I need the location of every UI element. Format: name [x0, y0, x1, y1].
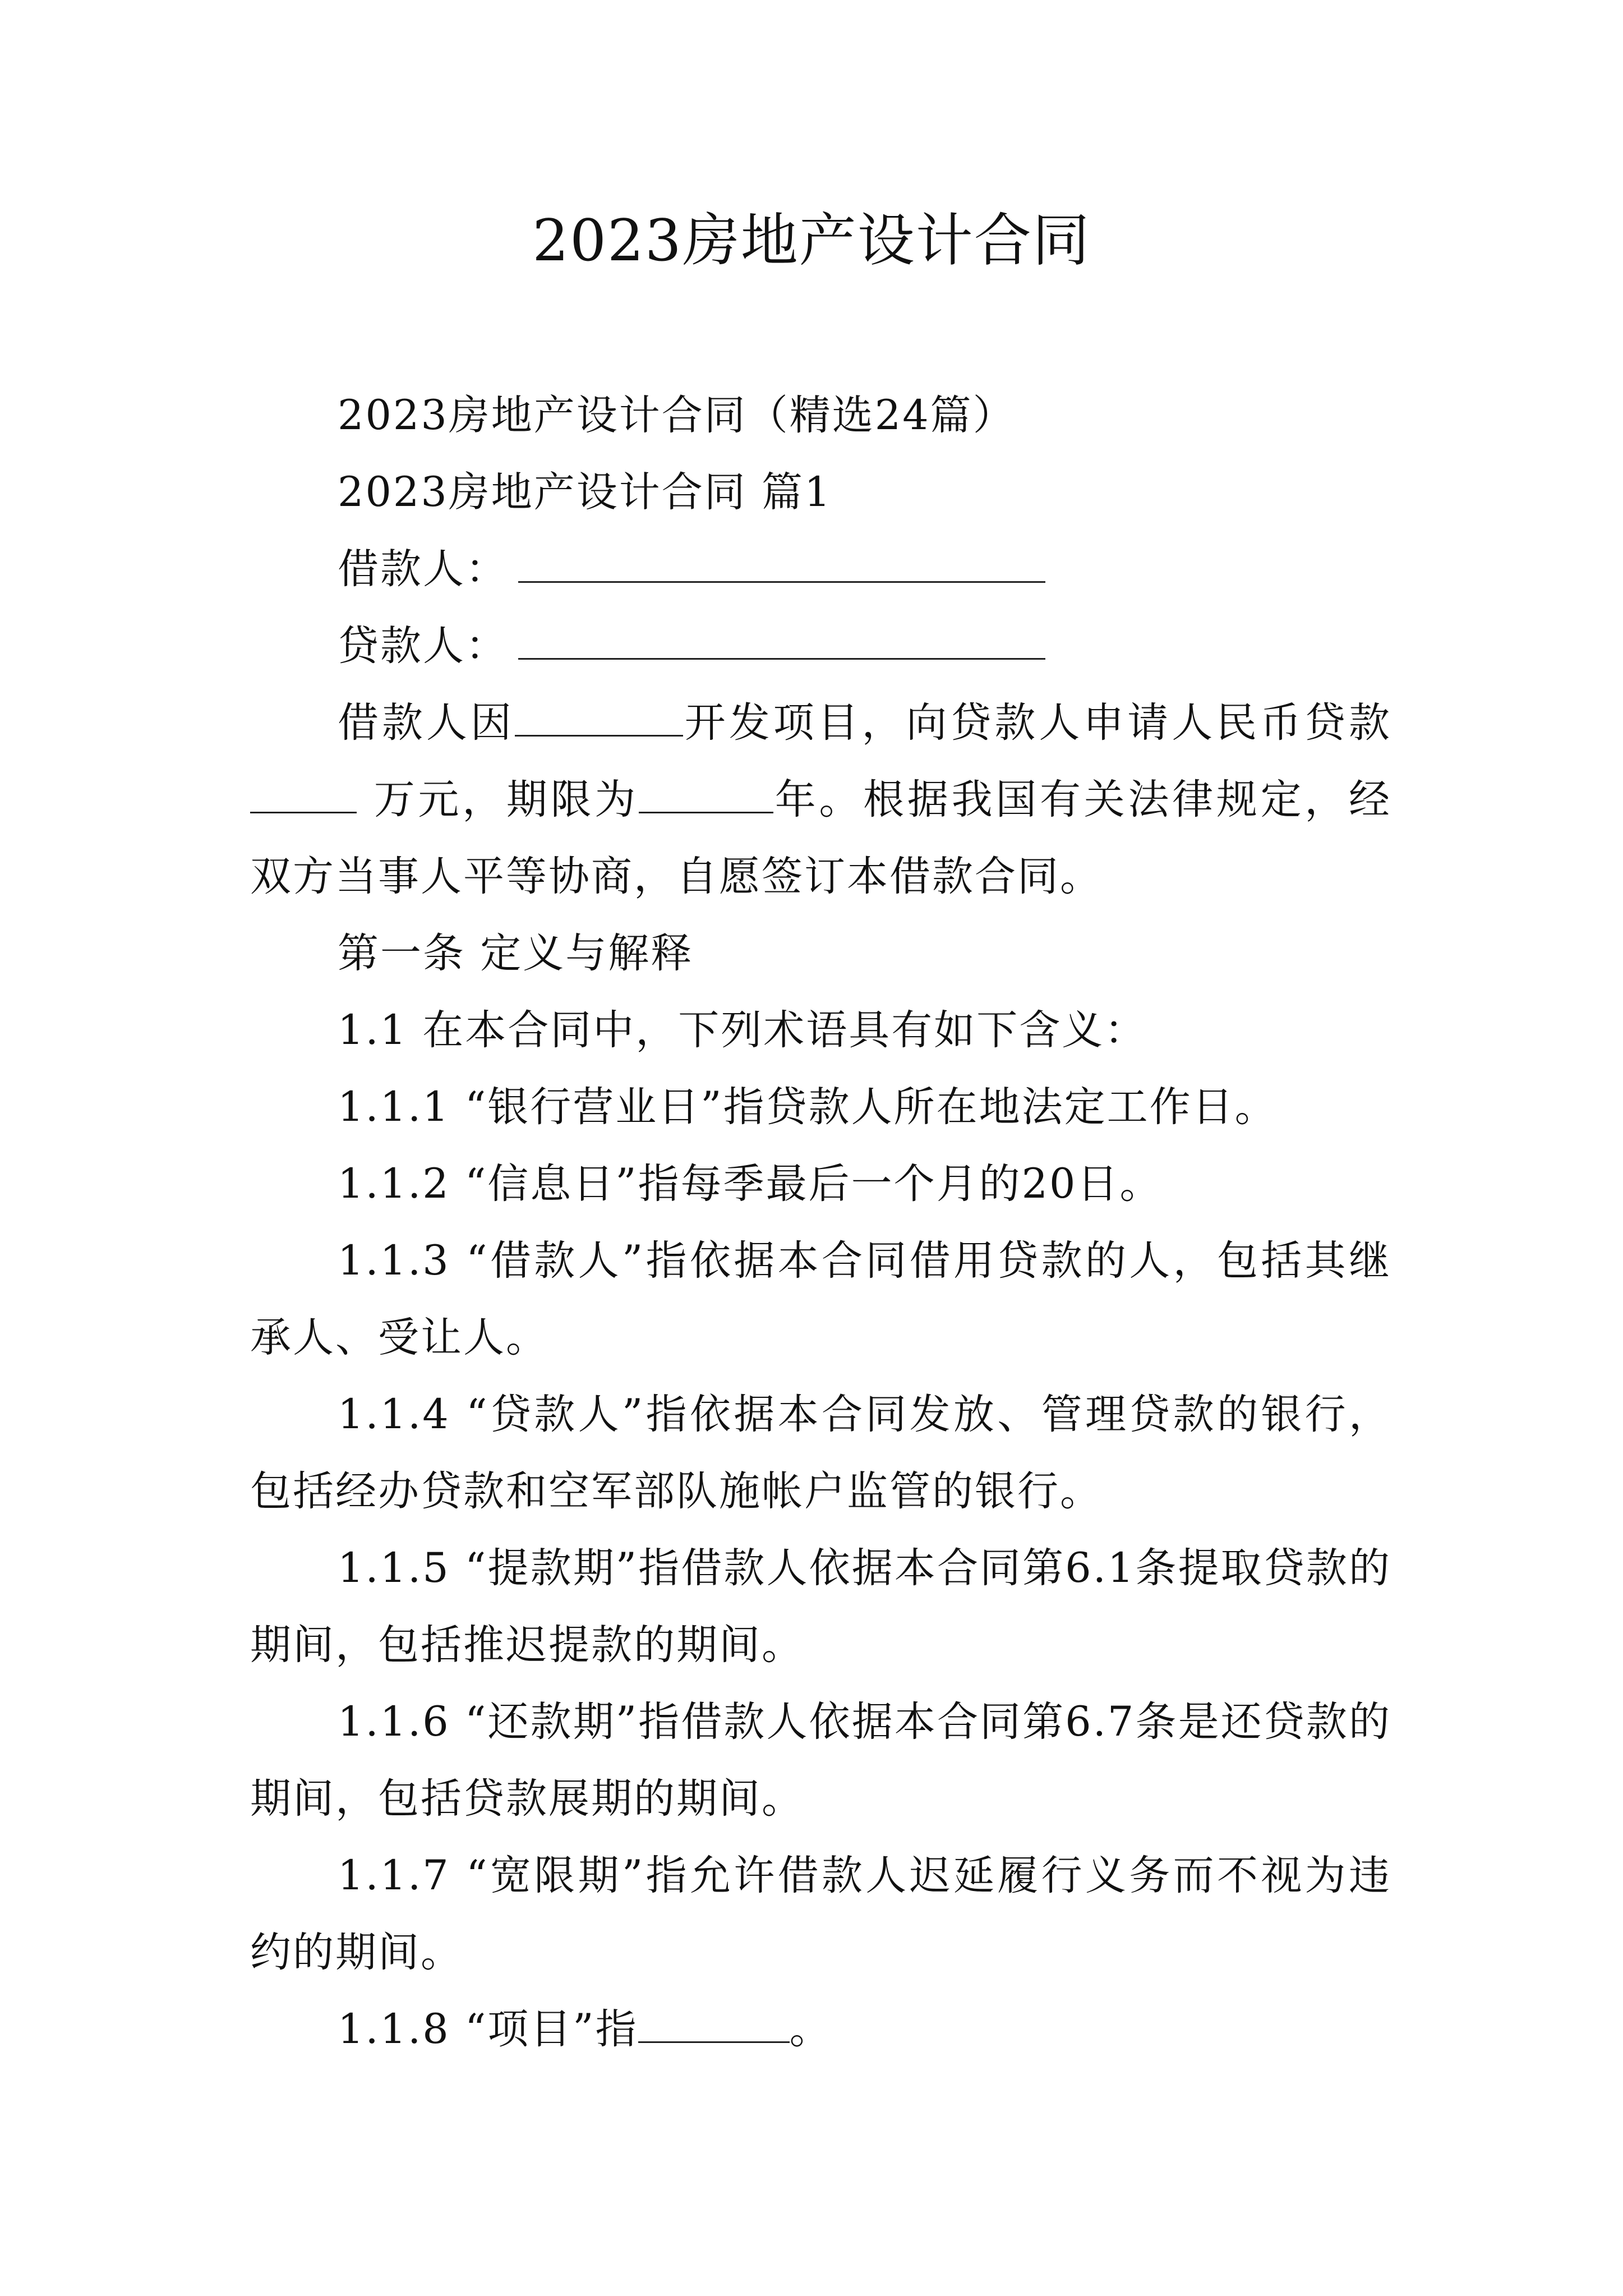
clause-1-1-3: 1.1.3 “借款人”指依据本合同借用贷款的人，包括其继承人、受让人。: [250, 1237, 1391, 1361]
clause-1-1: 1.1 在本合同中，下列术语具有如下含义：: [338, 1006, 1147, 1054]
borrower-blank: [518, 544, 1045, 583]
intro-part2: 开发项目，向贷款人申请人民币贷款: [683, 699, 1392, 747]
intro-part3: 万元，期限为: [372, 776, 639, 823]
amount-blank: [250, 775, 357, 813]
lender-label: 贷款人：: [338, 622, 508, 670]
borrower-line: [250, 531, 1391, 608]
document-title: 2023房地产设计合同: [532, 208, 1091, 274]
document-body: [250, 377, 1391, 2068]
article1-heading: 第一条 定义与解释: [338, 930, 694, 977]
clause-1-1-8-end: 。: [789, 2005, 832, 2053]
clause-1-1-6: 1.1.6 “还款期”指借款人依据本合同第6.7条是还贷款的期间，包括贷款展期的期间。: [250, 1698, 1391, 1823]
clause-1-1-8: [250, 1991, 1391, 2068]
clause-1-1-5: 1.1.5 “提款期”指借款人依据本合同第6.1条提取贷款的期间，包括推迟提款的期间。: [250, 1544, 1391, 1669]
lender-line: [250, 608, 1391, 684]
lender-blank: [518, 621, 1045, 660]
term-blank: [639, 775, 773, 813]
clause-1-1-7: 1.1.7 “宽限期”指允许借款人迟延履行义务而不视为违约的期间。: [250, 1852, 1391, 1976]
item-blank: [638, 2004, 790, 2043]
clause-1-1-1: 1.1.1 “银行营业日”指贷款人所在地法定工作日。: [338, 1083, 1278, 1131]
clause-1-1-8-text: 1.1.8 “项目”指: [338, 2005, 638, 2053]
intro-part1: 借款人因: [338, 699, 515, 747]
clause-1-1-2: 1.1.2 “信息日”指每季最后一个月的20日。: [338, 1160, 1163, 1208]
borrower-label: 借款人：: [338, 545, 508, 593]
section-heading: 2023房地产设计合同 篇1: [338, 468, 832, 516]
project-blank: [515, 698, 683, 737]
subtitle: 2023房地产设计合同（精选24篇）: [338, 392, 1016, 439]
clause-1-1-4: 1.1.4 “贷款人”指依据本合同发放、管理贷款的银行，包括经办贷款和空军部队施帐户监管的银行。: [250, 1391, 1391, 1515]
intro-paragraph: [250, 684, 1391, 915]
intro-part4: 年。根据我国有关法律规定，经双方当事人平等协商，自愿签订本借款合同。: [250, 776, 1391, 900]
